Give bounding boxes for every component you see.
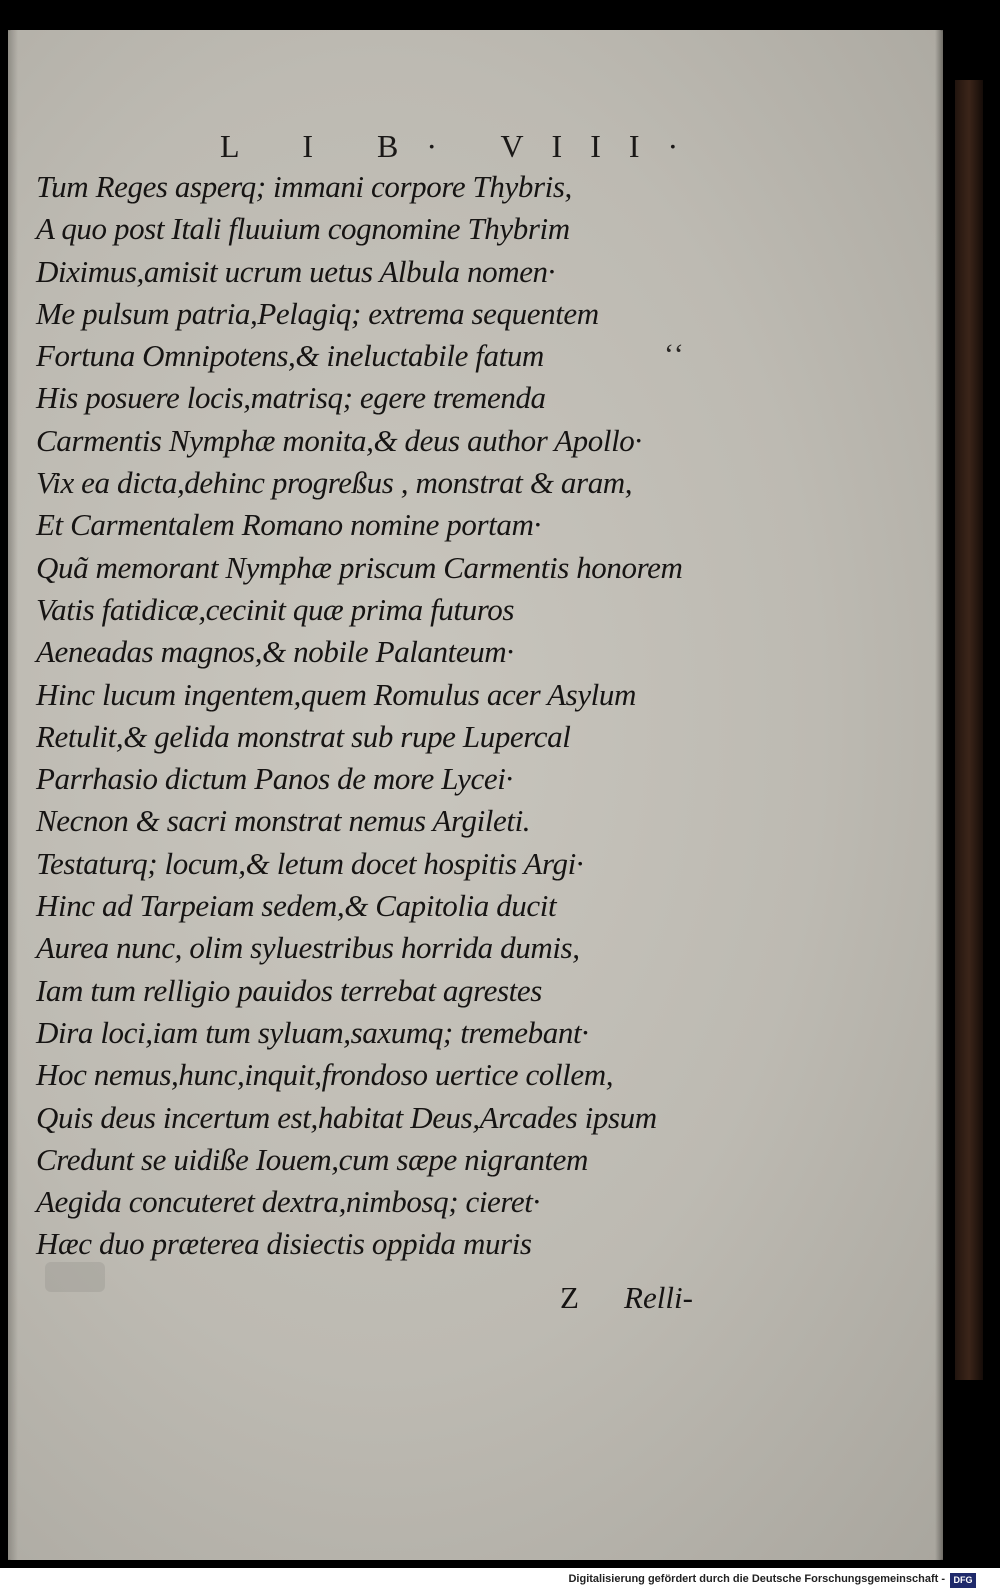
verse-line: Quis deus incertum est,habitat Deus,Arcades ipsum xyxy=(36,1099,657,1135)
verse-line: Hæc duo præterea disiectis oppida muris xyxy=(36,1226,532,1262)
binding-edge xyxy=(955,80,983,1380)
verse-line: Carmentis Nymphæ monita,& deus author Apollo· xyxy=(36,422,642,458)
verse-line: Aegida concuteret dextra,nimbosq; cieret· xyxy=(36,1184,540,1220)
verse-line: Vatis fatidicæ,cecinit quæ prima futuros xyxy=(36,591,514,627)
verse-line: Hoc nemus,hunc,inquit,frondoso uertice collem, xyxy=(36,1057,614,1093)
footer-credit: Digitalisierung gefördert durch die Deutsche Forschungsgemeinschaft - xyxy=(568,1573,945,1585)
running-head: L I B· VIII· xyxy=(220,128,707,164)
catchword: Relli- xyxy=(624,1280,693,1315)
verse-line: Hinc ad Tarpeiam sedem,& Capitolia ducit xyxy=(36,888,557,924)
verse-line: Aeneadas magnos,& nobile Palanteum· xyxy=(36,634,514,670)
margin-quote-mark: ‘‘ xyxy=(664,338,686,371)
verse-line: Parrhasio dictum Panos de more Lycei· xyxy=(36,761,513,797)
page-left-edge xyxy=(8,30,18,1560)
verse-block xyxy=(36,166,736,1266)
verse-line: Et Carmentalem Romano nomine portam· xyxy=(36,507,541,543)
bleed-through-smudge xyxy=(45,1262,105,1292)
verse-line: Me pulsum patria,Pelagiq; extrema sequentem xyxy=(36,295,599,331)
verse-line: Necnon & sacri monstrat nemus Argileti. xyxy=(36,803,531,839)
verse-line: Aurea nunc, olim syluestribus horrida dumis, xyxy=(36,930,580,966)
page-spine-shadow xyxy=(935,30,943,1560)
verse-line: Credunt se uidiße Iouem,cum sæpe nigrantem xyxy=(36,1141,589,1177)
verse-line: His posuere locis,matrisq; egere tremenda xyxy=(36,380,546,416)
verse-line: A quo post Itali fluuium cognomine Thybrim xyxy=(36,211,570,247)
verse-line: Dira loci,iam tum syluam,saxumq; tremebant· xyxy=(36,1014,589,1050)
dfg-logo: DFG xyxy=(950,1573,976,1588)
signature-mark: Z xyxy=(560,1280,579,1315)
verse-line: Tum Reges asperq; immani corpore Thybris, xyxy=(36,169,572,204)
verse-line: Diximus,amisit ucrum uetus Albula nomen· xyxy=(36,253,556,289)
verse-line: Iam tum relligio pauidos terrebat agrestes xyxy=(36,972,542,1008)
footer-bar xyxy=(0,1568,1000,1595)
verse-line: Hinc lucum ingentem,quem Romulus acer Asylum xyxy=(36,676,636,712)
verse-line: Testaturq; locum,& letum docet hospitis Argi· xyxy=(36,845,584,881)
page-foot xyxy=(560,1280,693,1316)
verse-line: Vix ea dicta,dehinc progreßus , monstrat & aram, xyxy=(36,465,633,501)
verse-line: Fortuna Omnipotens,& ineluctabile fatum xyxy=(36,338,544,374)
verse-line: Retulit,& gelida monstrat sub rupe Lupercal xyxy=(36,718,571,754)
verse-line: Quã memorant Nymphæ priscum Carmentis honorem xyxy=(36,549,683,585)
